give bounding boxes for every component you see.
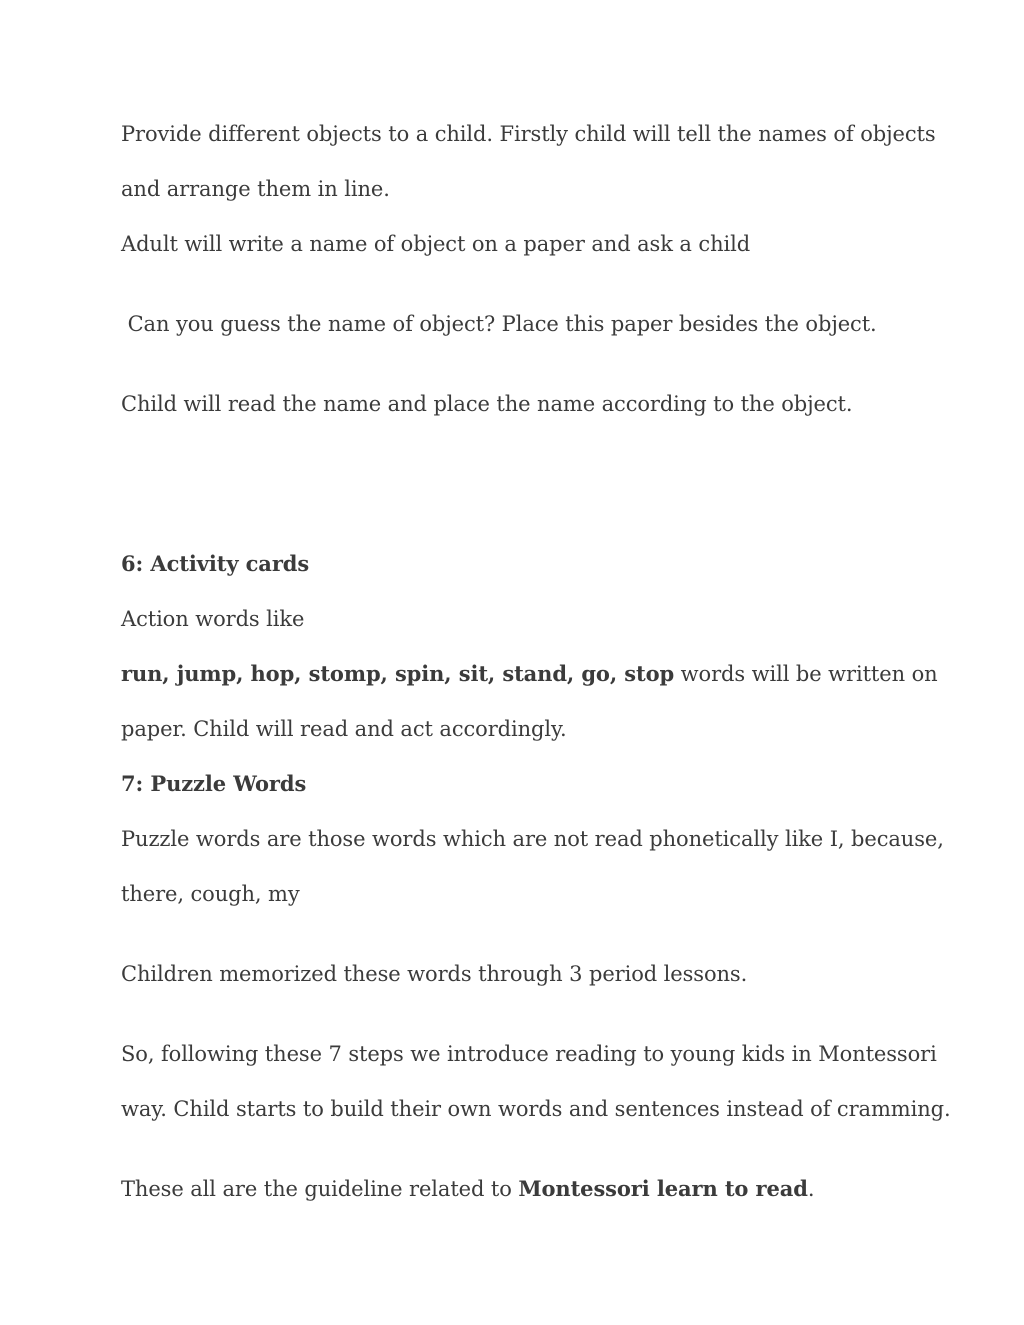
section-heading-activity-cards: 6: Activity cards [121, 551, 310, 576]
paragraph-line: Adult will write a name of object on a paper and ask a child [121, 232, 751, 256]
paragraph-text: words will be written on [674, 662, 938, 686]
paragraph-text: These all are the guideline related to [121, 1177, 519, 1201]
key-phrase: Montessori learn to read [518, 1176, 808, 1201]
paragraph-line: Child will read the name and place the name according to the object. [121, 392, 853, 416]
action-words-list: run, jump, hop, stomp, spin, sit, stand, go, stop [121, 661, 675, 686]
paragraph-line [121, 1176, 814, 1202]
paragraph-line: So, following these 7 steps we introduce reading to young kids in Montessori [121, 1042, 937, 1066]
paragraph-line: and arrange them in line. [121, 177, 390, 201]
paragraph-line: Can you guess the name of object? Place this paper besides the object. [121, 312, 877, 336]
paragraph-line: Puzzle words are those words which are not read phonetically like I, because, [121, 827, 944, 851]
paragraph-line [121, 661, 938, 687]
paragraph-line: Provide different objects to a child. Firstly child will tell the names of objects [121, 122, 936, 146]
paragraph-line: there, cough, my [121, 882, 300, 906]
paragraph-line: way. Child starts to build their own words and sentences instead of cramming. [121, 1097, 951, 1121]
section-heading-puzzle-words: 7: Puzzle Words [121, 771, 307, 796]
paragraph-text: . [807, 1177, 815, 1201]
paragraph-line: Action words like [121, 607, 305, 631]
paragraph-line: paper. Child will read and act accordingly. [121, 717, 567, 741]
paragraph-line: Children memorized these words through 3 period lessons. [121, 962, 748, 986]
